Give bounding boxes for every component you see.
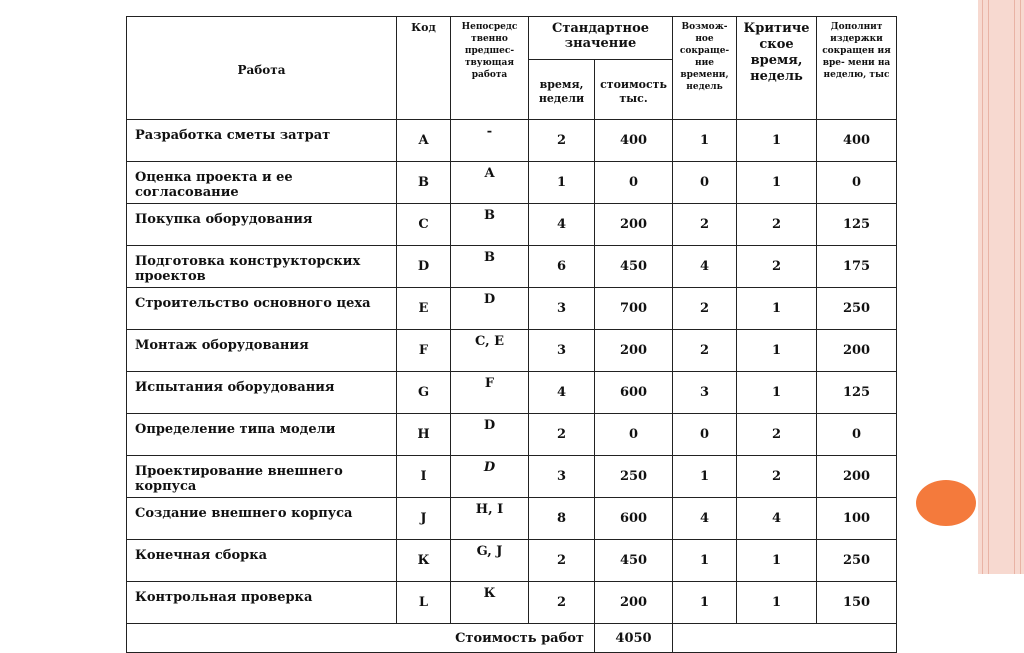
reduction-cell: 1 bbox=[673, 582, 737, 624]
time-cell: 2 bbox=[529, 582, 595, 624]
work-cell: Контрольная проверка bbox=[127, 582, 397, 624]
predecessor-cell: G, J bbox=[451, 540, 529, 582]
cost-cell: 200 bbox=[595, 582, 673, 624]
reduction-cell: 2 bbox=[673, 288, 737, 330]
reduction-cell: 4 bbox=[673, 246, 737, 288]
predecessor-cell: - bbox=[451, 120, 529, 162]
additional-cost-cell: 200 bbox=[817, 456, 897, 498]
predecessor-cell: B bbox=[451, 204, 529, 246]
work-cell: Оценка проекта и ее согласование bbox=[127, 162, 397, 204]
work-cell: Строительство основного цеха bbox=[127, 288, 397, 330]
reduction-cell: 4 bbox=[673, 498, 737, 540]
table-row bbox=[127, 414, 897, 456]
cost-cell: 250 bbox=[595, 456, 673, 498]
work-cell: Конечная сборка bbox=[127, 540, 397, 582]
table-row bbox=[127, 372, 897, 414]
header-work: Работа bbox=[127, 17, 397, 120]
time-cell: 3 bbox=[529, 330, 595, 372]
code-cell: E bbox=[397, 288, 451, 330]
time-cell: 1 bbox=[529, 162, 595, 204]
cost-cell: 0 bbox=[595, 414, 673, 456]
table-row bbox=[127, 498, 897, 540]
additional-cost-cell: 100 bbox=[817, 498, 897, 540]
code-cell: A bbox=[397, 120, 451, 162]
cost-cell: 450 bbox=[595, 246, 673, 288]
work-cell: Проектирование внешнего корпуса bbox=[127, 456, 397, 498]
time-cell: 2 bbox=[529, 414, 595, 456]
predecessor-cell: К bbox=[451, 582, 529, 624]
table-row bbox=[127, 540, 897, 582]
table-row bbox=[127, 288, 897, 330]
reduction-cell: 1 bbox=[673, 540, 737, 582]
code-cell: L bbox=[397, 582, 451, 624]
header-critical-time: Критиче ское время, недель bbox=[737, 17, 817, 120]
additional-cost-cell: 250 bbox=[817, 540, 897, 582]
additional-cost-cell: 125 bbox=[817, 204, 897, 246]
project-works-table bbox=[126, 16, 897, 653]
stripe-line bbox=[1014, 0, 1015, 574]
table-row bbox=[127, 204, 897, 246]
code-cell: B bbox=[397, 162, 451, 204]
work-cell: Монтаж оборудования bbox=[127, 330, 397, 372]
critical-time-cell: 1 bbox=[737, 162, 817, 204]
code-cell: I bbox=[397, 456, 451, 498]
critical-time-cell: 2 bbox=[737, 204, 817, 246]
code-cell: C bbox=[397, 204, 451, 246]
work-cell: Подготовка конструкторских проектов bbox=[127, 246, 397, 288]
header-standard-value: Стандартное значение bbox=[529, 17, 673, 60]
critical-time-cell: 1 bbox=[737, 120, 817, 162]
header-code: Код bbox=[397, 17, 451, 120]
table-row bbox=[127, 456, 897, 498]
predecessor-cell: B bbox=[451, 246, 529, 288]
header-time: время, недели bbox=[529, 60, 595, 120]
cost-cell: 200 bbox=[595, 204, 673, 246]
work-cell: Определение типа модели bbox=[127, 414, 397, 456]
code-cell: F bbox=[397, 330, 451, 372]
time-cell: 4 bbox=[529, 372, 595, 414]
code-cell: К bbox=[397, 540, 451, 582]
critical-time-cell: 1 bbox=[737, 288, 817, 330]
critical-time-cell: 2 bbox=[737, 456, 817, 498]
header-possible-reduction: Возмож- ное сокраще- ние времени, недель bbox=[673, 17, 737, 120]
decorative-orange-circle bbox=[916, 480, 976, 526]
predecessor-cell: C, E bbox=[451, 330, 529, 372]
critical-time-cell: 1 bbox=[737, 540, 817, 582]
header-cost: стоимость тыс. bbox=[595, 60, 673, 120]
work-cell: Испытания оборудования bbox=[127, 372, 397, 414]
additional-cost-cell: 0 bbox=[817, 162, 897, 204]
cost-cell: 200 bbox=[595, 330, 673, 372]
table-row bbox=[127, 246, 897, 288]
predecessor-cell: A bbox=[451, 162, 529, 204]
header-predecessor: Непосредс твенно предшес- твующая работа bbox=[451, 17, 529, 120]
work-cell: Покупка оборудования bbox=[127, 204, 397, 246]
predecessor-cell: H, I bbox=[451, 498, 529, 540]
additional-cost-cell: 150 bbox=[817, 582, 897, 624]
stripe-line bbox=[982, 0, 983, 574]
additional-cost-cell: 400 bbox=[817, 120, 897, 162]
decorative-side-stripe bbox=[978, 0, 1024, 574]
critical-time-cell: 4 bbox=[737, 498, 817, 540]
reduction-cell: 3 bbox=[673, 372, 737, 414]
critical-time-cell: 2 bbox=[737, 246, 817, 288]
cost-cell: 450 bbox=[595, 540, 673, 582]
predecessor-cell: D bbox=[451, 288, 529, 330]
code-cell: D bbox=[397, 246, 451, 288]
predecessor-cell: F bbox=[451, 372, 529, 414]
additional-cost-cell: 125 bbox=[817, 372, 897, 414]
reduction-cell: 0 bbox=[673, 414, 737, 456]
stripe-line bbox=[988, 0, 989, 574]
total-empty-cell bbox=[673, 624, 897, 653]
time-cell: 2 bbox=[529, 120, 595, 162]
cost-cell: 600 bbox=[595, 498, 673, 540]
table-row bbox=[127, 330, 897, 372]
additional-cost-cell: 0 bbox=[817, 414, 897, 456]
time-cell: 8 bbox=[529, 498, 595, 540]
code-cell: G bbox=[397, 372, 451, 414]
work-cell: Разработка сметы затрат bbox=[127, 120, 397, 162]
time-cell: 4 bbox=[529, 204, 595, 246]
additional-cost-cell: 200 bbox=[817, 330, 897, 372]
reduction-cell: 0 bbox=[673, 162, 737, 204]
header-additional-costs: Дополнит издержки сокращен ия вре- мени на неделю, тыс bbox=[817, 17, 897, 120]
predecessor-cell: D bbox=[451, 414, 529, 456]
cost-cell: 0 bbox=[595, 162, 673, 204]
code-cell: H bbox=[397, 414, 451, 456]
total-row bbox=[127, 624, 897, 653]
time-cell: 3 bbox=[529, 288, 595, 330]
total-label: Стоимость работ bbox=[127, 624, 595, 653]
critical-time-cell: 2 bbox=[737, 414, 817, 456]
stripe-line bbox=[1020, 0, 1021, 574]
reduction-cell: 2 bbox=[673, 204, 737, 246]
reduction-cell: 2 bbox=[673, 330, 737, 372]
additional-cost-cell: 250 bbox=[817, 288, 897, 330]
cost-cell: 700 bbox=[595, 288, 673, 330]
reduction-cell: 1 bbox=[673, 456, 737, 498]
time-cell: 6 bbox=[529, 246, 595, 288]
reduction-cell: 1 bbox=[673, 120, 737, 162]
critical-time-cell: 1 bbox=[737, 330, 817, 372]
total-value: 4050 bbox=[595, 624, 673, 653]
cost-cell: 400 bbox=[595, 120, 673, 162]
table-row bbox=[127, 120, 897, 162]
additional-cost-cell: 175 bbox=[817, 246, 897, 288]
time-cell: 2 bbox=[529, 540, 595, 582]
time-cell: 3 bbox=[529, 456, 595, 498]
code-cell: J bbox=[397, 498, 451, 540]
predecessor-cell: D bbox=[451, 456, 529, 498]
critical-time-cell: 1 bbox=[737, 582, 817, 624]
cost-cell: 600 bbox=[595, 372, 673, 414]
critical-time-cell: 1 bbox=[737, 372, 817, 414]
table-row bbox=[127, 162, 897, 204]
work-cell: Создание внешнего корпуса bbox=[127, 498, 397, 540]
table-row bbox=[127, 582, 897, 624]
